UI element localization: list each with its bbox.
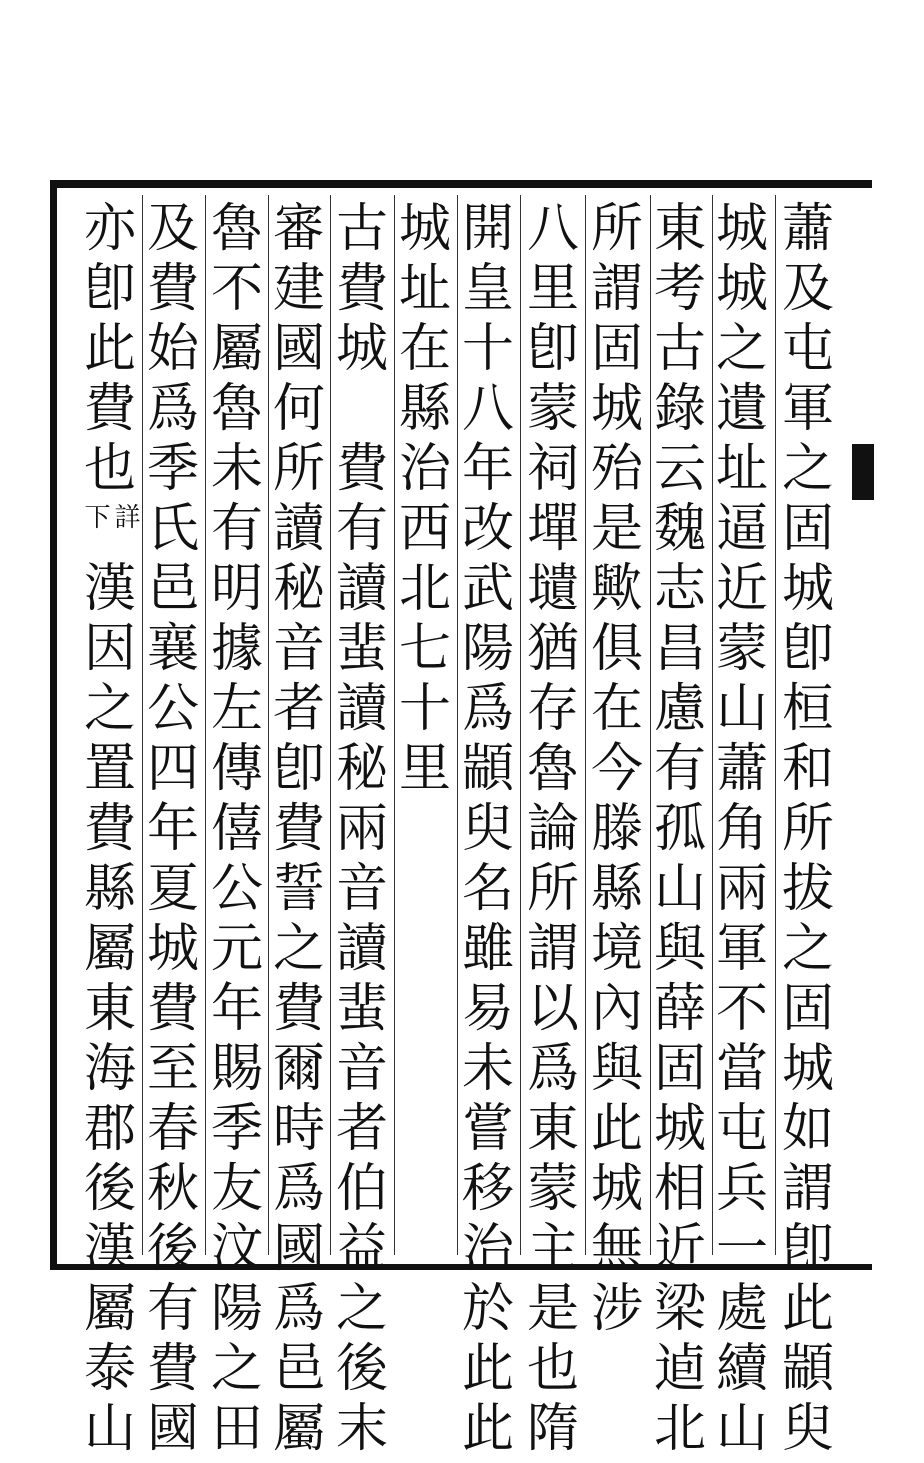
text-column-c6: 開 皇 十 八 年 改 武 陽 爲 顓 臾 名 雖 易 未 嘗 移 治 於 此 此 (461, 199, 514, 1459)
text-column-c4: 所 謂 固 城 殆 是 歟 俱 在 今 滕 縣 境 內 與 此 城 無 涉 (590, 199, 643, 1339)
column-rule (775, 195, 776, 1255)
column-rule (330, 195, 331, 1255)
text-column-c2: 城 城 之 遺 址 逼 近 蒙 山 蕭 角 兩 軍 不 當 屯 兵 一 處 續 山 (715, 199, 768, 1459)
text-column-c7: 城 址 在 縣 治 西 北 七 十 里 (398, 199, 451, 799)
interlinear-note: 詳 下 (80, 503, 140, 529)
column-rule (205, 195, 206, 1255)
column-rule (585, 195, 586, 1255)
text-column-c12: 亦 卽 此 費 也 詳 下 漢 因 之 置 費 縣 屬 東 海 郡 後 漢 屬 泰 山 (80, 199, 140, 1459)
fish-tail-mark (852, 444, 874, 500)
column-rule (520, 195, 521, 1255)
text-column-c9: 審 建 國 何 所 讀 秘 音 者 卽 費 誓 之 費 爾 時 爲 國 爲 邑 屬 (272, 199, 325, 1459)
text-column-c1: 蕭 及 屯 軍 之 固 城 卽 桓 和 所 拔 之 固 城 如 謂 卽 此 顓 臾 (781, 199, 834, 1459)
text-column-c5: 八 里 卽 蒙 祠 墠 壝 猶 存 魯 論 所 謂 以 爲 東 蒙 主 是 也 隋 (526, 199, 579, 1459)
text-column-c8: 古 費 城 費 有 讀 蜚 讀 秘 兩 音 讀 蜚 音 者 伯 益 之 後 末 (332, 203, 392, 1463)
section-heading: 古 費 城 (335, 199, 388, 379)
text-column-c3: 東 考 古 錄 云 魏 志 昌 慮 有 孤 山 與 薛 固 城 相 近 梁 逌 北 (653, 199, 706, 1459)
text-column-c10: 魯 不 屬 魯 未 有 明 據 左 傳 僖 公 元 年 賜 季 友 汶 陽 之 田 (210, 199, 263, 1459)
text-column-c11: 及 費 始 爲 季 氏 邑 襄 公 四 年 夏 城 費 至 春 秋 後 有 費 國 (146, 199, 199, 1459)
